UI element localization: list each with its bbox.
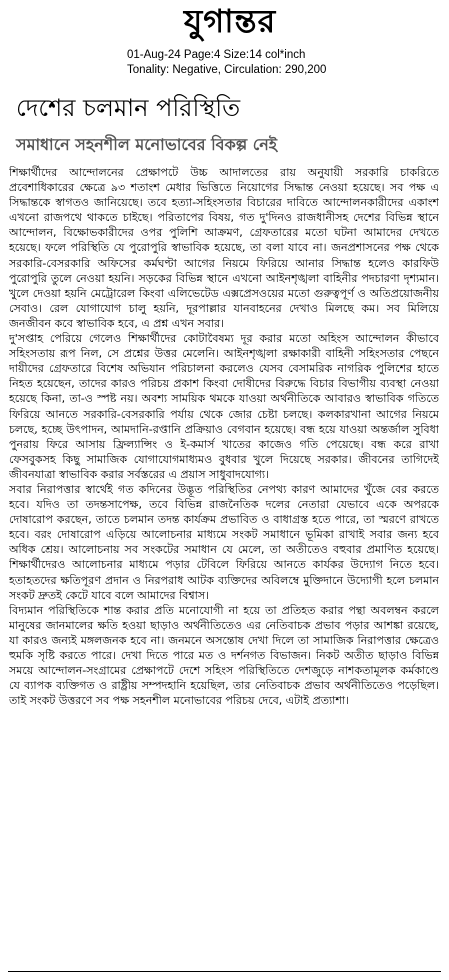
article-headline: দেশের চলমান পরিস্থিতি: [16, 94, 241, 122]
bottom-divider: [8, 971, 441, 972]
article-paragraph: সবার নিরাপত্তার স্বার্থেই গত কদিনের উদ্ভূত পরিস্থিতির নেপথ্য কারণ আমাদের খুঁজে বের করতে হবে। যদিও তা তদন্তসাপেক্ষ, তবে বিভিন্ন রাজনৈতিক দলের নেতারা যেভাবে একে অপরকে দোষারোপ করছেন, তাতে চলমান তদন্ত কার্যক্রম প্রভাবিত ও বাধাগ্রস্ত হতে পারে, তা স্মরণে রাখতে হবে। বরং দোষারোপ এড়িয়ে আলোচনার মাধ্যমে সংকট সমাধানে ভূমিকা রাখাই সবার জন্য হবে অধিক শ্রেয়। আলোচনায় সব সংকটের সমাধান যে মেলে, তা অতীতেও বহুবার প্রমাণিত হয়েছে। শিক্ষার্থীদেরও আলোচনার মাধ্যমে পড়ার টেবিলে ফিরিয়ে আনতে কার্যকর উদ্যোগ নিতে হবে। হতাহতদের ক্ষতিপূরণ প্রদান ও নিরপরাধ আটক ব্যক্তিদের অবিলম্বে মুক্তিদানে উদ্যোগী হলে চলমান সংকট দ্রুতই কেটে যাবে বলে আমাদের বিশ্বাস।: [9, 482, 439, 602]
masthead: [0, 0, 449, 90]
article-paragraph: বিদ্যমান পরিস্থিতিকে শান্ত করার প্রতি মনোযোগী না হয়ে তা প্রতিহত করার পন্থা অবলম্বন করলে মানুষের জানমালের ক্ষতি হওয়া ছাড়াও অর্থনীতিতেও এর নেতিবাচক প্রভাব পড়ার আশঙ্কা রয়েছে, যা কারও জন্যই মঙ্গলজনক হবে না। জনমনে অসন্তোষ দেখা দিলে তা সামাজিক নিরাপত্তার ক্ষেত্রেও হুমকি সৃষ্টি করতে পারে। দেখা দিতে পারে মত ও দর্শনগত বিভাজন। নিকট অতীত ছাড়াও বিভিন্ন সময়ে আন্দোলন-সংগ্রামের প্রেক্ষাপটে দেশে সহিংস পরিস্থিতিতে দেশজুড়ে নাশকতামূলক কর্মকাণ্ডে যে ব্যাপক ব্যক্তিগত ও রাষ্ট্রীয় সম্পদহানি হয়েছিল, তার নেতিবাচক প্রভাব অর্থনীতিতেও পড়েছিল। তাই সংকট উত্তরণে সব পক্ষ সহনশীল মনোভাবের পরিচয় দেবে, এটাই প্রত্যাশা।: [9, 603, 439, 708]
article-subheadline: সমাধানে সহনশীল মনোভাবের বিকল্প নেই: [16, 135, 278, 154]
article-paragraph: শিক্ষার্থীদের আন্দোলনের প্রেক্ষাপটে উচ্চ আদালতের রায় অনুযায়ী সরকারি চাকরিতে প্রবেশাধিকারের ক্ষেত্রে ৯৩ শতাংশ মেধার ভিত্তিতে নিয়োগের সিদ্ধান্ত নেওয়া হয়েছে। সব পক্ষ এ সিদ্ধান্তকে স্বাগতও জানিয়েছে। তবে হত্যা-সহিংসতার বিচারের দাবিতে আন্দোলনকারীদের একাংশ এখনো রাজপথে থাকতে চাইছে। পরিতাপের বিষয়, গত দু'দিনও রাজধানীসহ দেশের বিভিন্ন স্থানে আন্দোলন, বিক্ষোভকারীদের ওপর পুলিশি আক্রমণ, গ্রেফতারের মতো ঘটনা আমাদের দেখতে হয়েছে। ফলে পরিস্থিতি যে পুরোপুরি স্বাভাবিক হয়েছে, তা বলা যাবে না। জনপ্রশাসনের পক্ষ থেকে সরকারি-বেসরকারি অফিসের কর্মঘণ্টা আগের নিয়মে ফিরিয়ে আনার সিদ্ধান্ত হলেও কারফিউ পুরোপুরি তুলে নেওয়া হয়নি। সড়কের বিভিন্ন স্থানে এখনো আইনশৃঙ্খলা বাহিনীর পদচারণা দৃশ্যমান। খুলে দেওয়া হয়নি মেট্রোরেল কিংবা এলিভেটেড এক্সপ্রেসওয়ের মতো গুরুত্বপূর্ণ ও অতিপ্রয়োজনীয় সেবাও। রেল যোগাযোগ চালু হয়নি, দূরপাল্লার যানবাহনের দেখাও মিলছে কম। সব মিলিয়ে জনজীবন কবে স্বাভাবিক হবে, এ প্রশ্ন এখন সবার।: [9, 166, 439, 330]
article-body: [9, 165, 439, 970]
article-paragraph: দু'সপ্তাহ পেরিয়ে গেলেও শিক্ষার্থীদের কোটাবৈষম্য দূর করার মতো অহিংস আন্দোলন কীভাবে সহিংসতায় রূপ নিল, সে প্রশ্নের উত্তর মেলেনি। আইনশৃঙ্খলা রক্ষাকারী বাহিনী সহিংসতার পেছনে দায়ীদের গ্রেফতারে বিশেষ অভিযান পরিচালনা করলেও যেসব বেসামরিক নাগরিক পুলিশের হাতে নিহত হয়েছেন, তাদের কারও পরিচয় প্রকাশ কিংবা দোষীদের বিরুদ্ধে বিচার বিভাগীয় ব্যবস্থা নেওয়া হয়েছে কিনা, তা-ও স্পষ্ট নয়। অবশ্য সাময়িক থমকে যাওয়া অর্থনীতিকে আবারও স্বাভাবিক গতিতে ফিরিয়ে আনতে সরকারি-বেসরকারি পর্যায় থেকে জোর চেষ্টা চলছে। কলকারখানা আগের নিয়মে চলছে, হচ্ছে উৎপাদন, আমদানি-রপ্তানি প্রক্রিয়াও বেগবান হয়েছে। বন্ধ হয়ে যাওয়া অন্তর্জাল সুবিধা পুনরায় ফিরে আসায় ফ্রিল্যান্সিং ও ই-কমার্স খাতের কাজেও গতি পেয়েছে। বন্ধ করে রাখা ফেসবুকসহ কিছু সামাজিক যোগাযোগমাধ্যমও বুধবার খুলে দিয়েছে সরকার। জীবনের তাগিদেই জীবনযাত্রা স্বাভাবিক করার সর্বস্তরের এ প্রয়াস সাধুবাদযোগ্য।: [9, 332, 439, 481]
clip-info: 01-Aug-24 Page:4 Size:14 col*inch: [127, 49, 306, 61]
newspaper-logo: যুগান্তর: [183, 2, 277, 40]
tonality-circulation: Tonality: Negative, Circulation: 290,200: [127, 64, 327, 76]
